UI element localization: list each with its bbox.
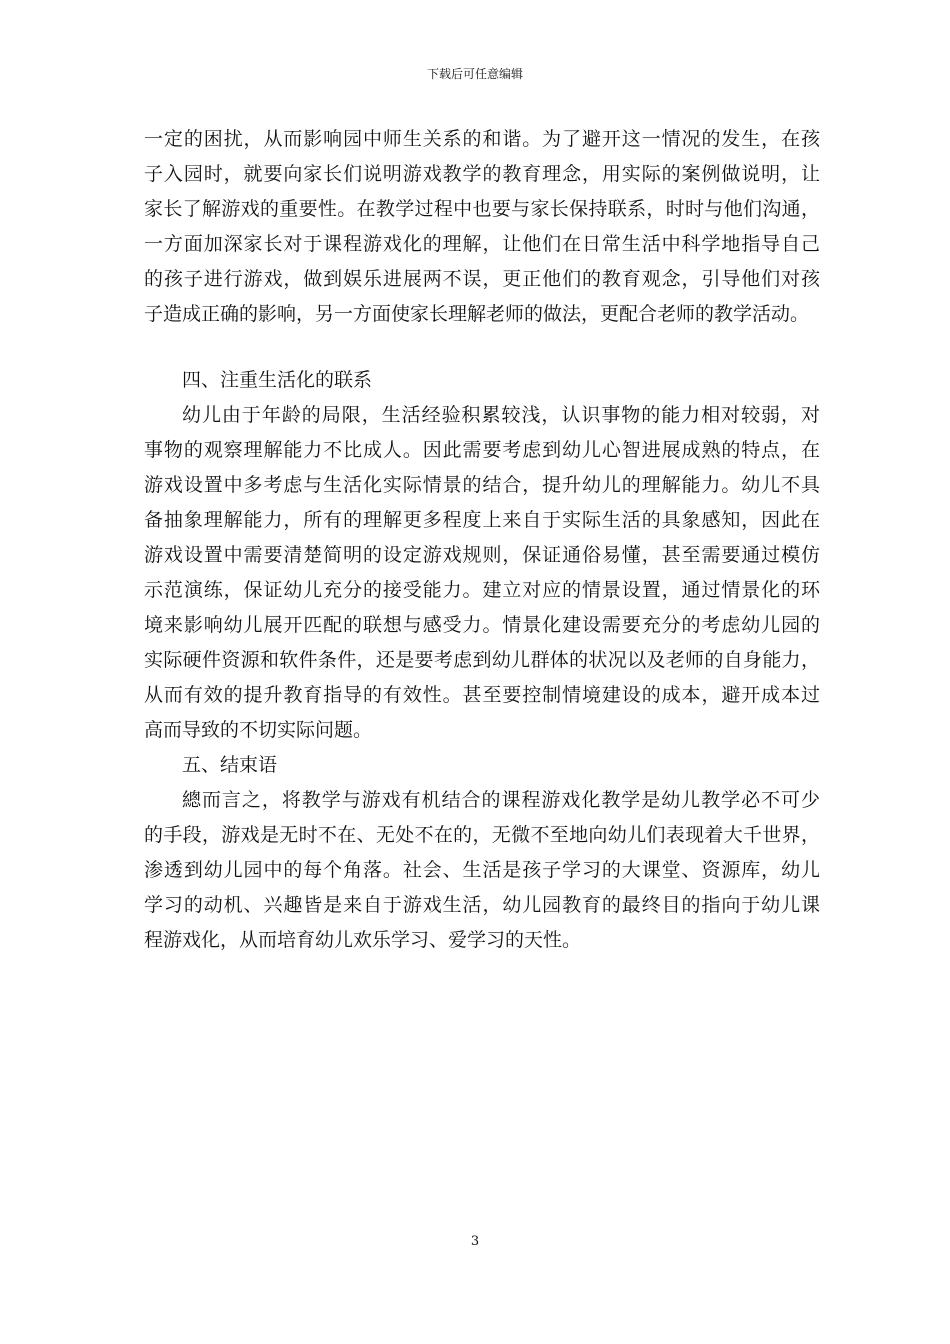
text-line: 从而有效的提升教育指导的有效性。甚至要控制情境建设的成本，避开成本过 <box>144 684 820 706</box>
text-line: 程游戏化，从而培育幼儿欢乐学习、爱学习的天性。 <box>144 929 582 951</box>
text-line: 一方面加深家长对于课程游戏化的理解，让他们在日常生活中科学地指导自己 <box>144 233 820 255</box>
text-line: 游戏设置中需要清楚简明的设定游戏规则，保证通俗易懂，甚至需要通过模仿 <box>144 544 820 566</box>
paragraph-section-4 <box>144 398 820 748</box>
text-line: 家长了解游戏的重要性。在教学过程中也要与家长保持联系，时时与他们沟通， <box>144 198 820 220</box>
text-line: 子造成正确的影响，另一方面使家长理解老师的做法，更配合老师的教学活动。 <box>144 303 810 325</box>
text-line: 实际硬件资源和软件条件，还是要考虑到幼儿群体的状况以及老师的自身能力， <box>144 649 820 671</box>
text-line: 渗透到幼儿园中的每个角落。社会、生活是孩子学习的大课堂、资源库，幼儿 <box>144 859 820 881</box>
text-line: 子入园时，就要向家长们说明游戏教学的教育理念，用实际的案例做说明，让 <box>144 163 820 185</box>
page-header: 下载后可任意编辑 <box>426 67 523 81</box>
section-heading-5: 五、结束语 <box>182 754 278 776</box>
text-line: 境来影响幼儿展开匹配的联想与感受力。情景化建设需要充分的考虑幼儿园的 <box>144 614 820 636</box>
text-line: 示范演练，保证幼儿充分的接受能力。建立对应的情景设置，通过情景化的环 <box>144 579 820 601</box>
paragraph-continuation <box>144 122 820 332</box>
paragraph-spacer <box>144 332 820 363</box>
text-line: 高而导致的不切实际问题。 <box>144 719 373 741</box>
page-number: 3 <box>470 1234 480 1249</box>
text-line: 备抽象理解能力，所有的理解更多程度上来自于实际生活的具象感知，因此在 <box>144 509 820 531</box>
text-line: 總而言之，将教学与游戏有机结合的课程游戏化教学是幼儿教学必不可少 <box>182 789 820 811</box>
text-line: 的手段，游戏是无时不在、无处不在的，无微不至地向幼儿们表现着大千世界， <box>144 824 820 846</box>
paragraph-section-5 <box>144 783 820 958</box>
text-line: 的孩子进行游戏，做到娱乐进展两不误，更正他们的教育观念，引导他们对孩 <box>144 268 820 290</box>
text-line: 幼儿由于年龄的局限，生活经验积累较浅，认识事物的能力相对较弱，对 <box>182 404 820 426</box>
document-body <box>144 122 820 958</box>
text-line: 游戏设置中多考虑与生活化实际情景的结合，提升幼儿的理解能力。幼儿不具 <box>144 474 820 496</box>
text-line: 学习的动机、兴趣皆是来自于游戏生活，幼儿园教育的最终目的指向于幼儿课 <box>144 894 820 916</box>
section-heading-4: 四、注重生活化的联系 <box>182 369 373 391</box>
text-line: 一定的困扰，从而影响园中师生关系的和谐。为了避开这一情况的发生，在孩 <box>144 128 820 150</box>
text-line: 事物的观察理解能力不比成人。因此需要考虑到幼儿心智进展成熟的特点，在 <box>144 439 820 461</box>
